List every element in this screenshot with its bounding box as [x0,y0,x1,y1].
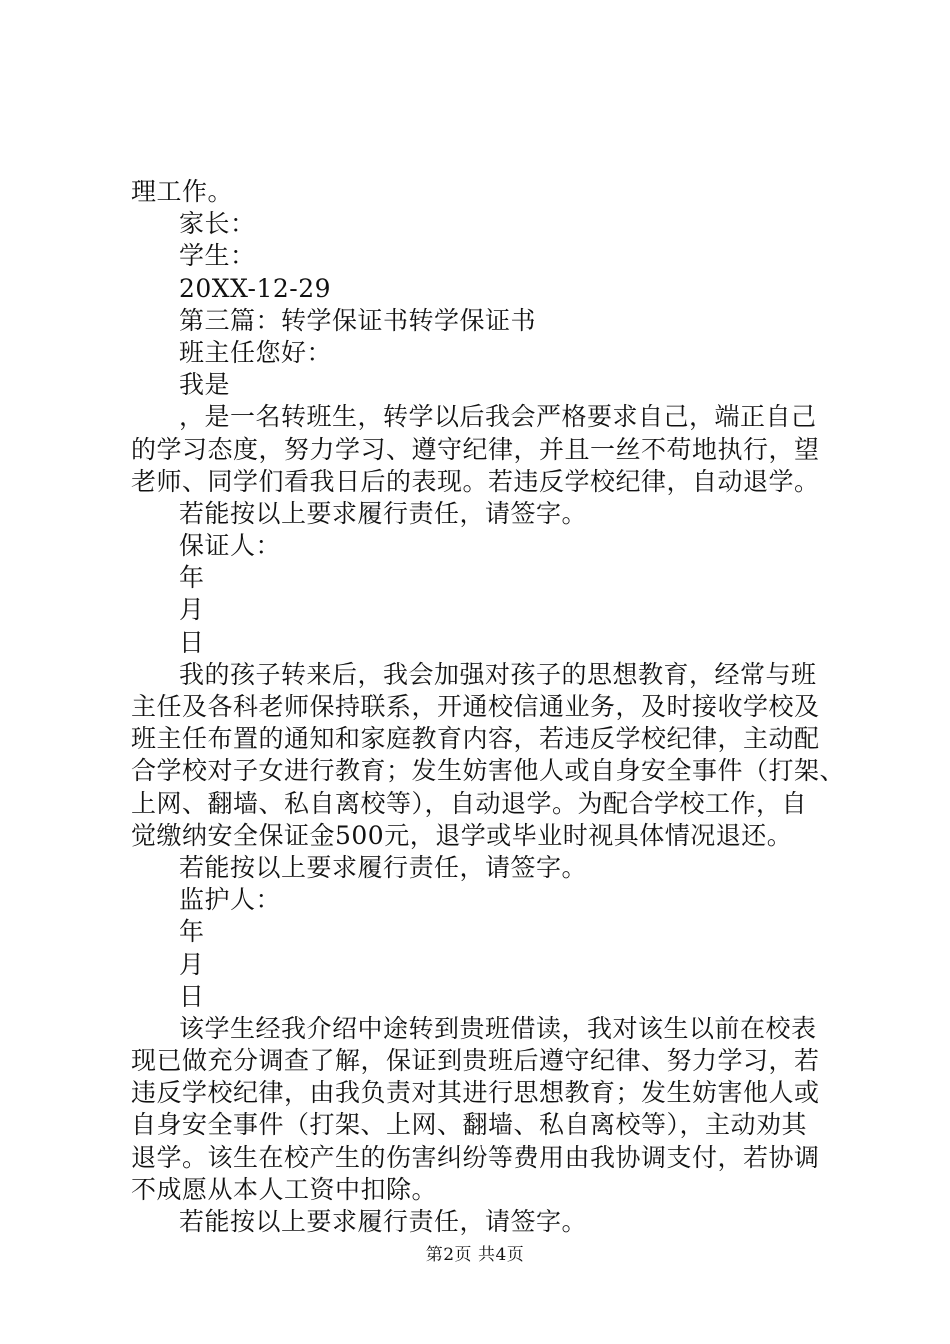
text-line: 我的孩子转来后，我会加强对孩子的思想教育，经常与班 [179,659,817,689]
text-line: 月 [179,595,205,625]
text-line: 若能按以上要求履行责任，请签字。 [179,1207,588,1236]
text-line: 不成愿从本人工资中扣除。 [131,1174,438,1204]
text-line: 觉缴纳安全保证金500元，退学或毕业时视具体情况退还。 [131,820,793,850]
text-line: 保证人： [179,531,282,561]
text-line: 我是 [179,370,231,400]
text-line: 监护人： [179,885,282,915]
text-line: 20XX-12-29 [179,273,332,303]
text-line: 合学校对子女进行教育；发生妨害他人或自身安全事件（打架、 [131,756,846,786]
document-body [131,176,846,1238]
text-line: 自身安全事件（打架、上网、翻墙、私自离校等），主动劝其 [131,1110,808,1140]
page-footer: 第2页 共4页 [425,1245,525,1265]
text-line: 日 [179,627,205,657]
text-line: 学生： [179,241,256,271]
text-line: 若能按以上要求履行责任，请签字。 [179,498,588,528]
text-line: 班主任您好： [179,337,333,367]
text-line: 主任及各科老师保持联系，开通校信通业务，及时接收学校及 [131,692,820,721]
text-line: 若能按以上要求履行责任，请签字。 [179,852,588,882]
text-line: 年 [179,563,205,593]
text-line: 班主任布置的通知和家庭教育内容，若违反学校纪律，主动配 [131,724,820,754]
text-line: 年 [179,917,205,947]
text-line: 现已做充分调查了解，保证到贵班后遵守纪律、努力学习，若 [131,1046,820,1076]
text-line: 理工作。 [131,177,234,206]
text-line: ，是一名转班生，转学以后我会严格要求自己，端正自己 [179,402,817,432]
text-line: 违反学校纪律，由我负责对其进行思想教育；发生妨害他人或 [131,1078,820,1108]
text-line: 上网、翻墙、私自离校等），自动退学。为配合学校工作，自 [131,788,808,818]
text-line: 日 [179,981,205,1011]
text-line: 第三篇：转学保证书转学保证书 [179,305,537,335]
text-line: 退学。该生在校产生的伤害纠纷等费用由我协调支付，若协调 [131,1142,820,1172]
text-line: 老师、同学们看我日后的表现。若违反学校纪律，自动退学。 [131,466,820,496]
text-line: 家长： [179,209,256,239]
text-line: 的学习态度，努力学习、遵守纪律，并且一丝不苟地执行，望 [131,434,820,464]
text-line: 月 [179,949,205,979]
text-line: 该学生经我介绍中途转到贵班借读，我对该生以前在校表 [179,1013,817,1043]
